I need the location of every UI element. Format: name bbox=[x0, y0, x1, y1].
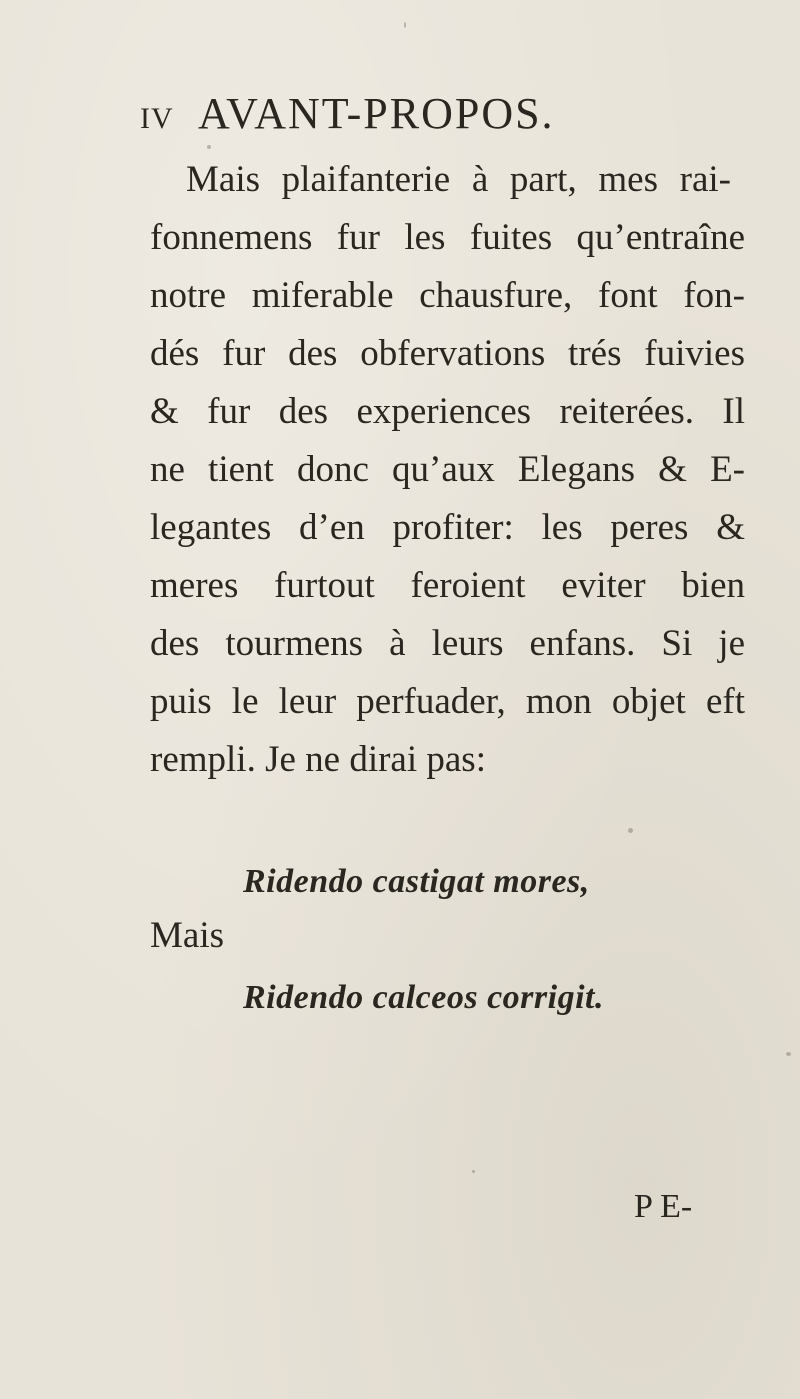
text-line: des tourmens à leurs enfans. Si je bbox=[150, 623, 745, 664]
latin-motto-parody: Ridendo calceos corrigit. bbox=[243, 979, 604, 1016]
catchword: P E- bbox=[634, 1188, 693, 1225]
text-line: puis le leur perfuader, mon objet eft bbox=[150, 681, 745, 722]
text-line: legantes d’en profiter: les peres & bbox=[150, 507, 745, 548]
text-line: notre miferable chausfure, font fon- bbox=[150, 275, 745, 316]
text-line: & fur des experiences reiterées. Il bbox=[150, 391, 745, 432]
paper-speck bbox=[404, 22, 406, 28]
page-number: IV bbox=[140, 102, 174, 135]
page-header bbox=[0, 78, 800, 138]
text-line: dés fur des obfervations trés fuivies bbox=[150, 333, 745, 374]
connector-word: Mais bbox=[150, 915, 224, 956]
paper-speck bbox=[786, 1052, 791, 1056]
text-line: rempli. Je ne dirai pas: bbox=[150, 739, 486, 780]
text-line: fonnemens fur les fuites qu’entraîne bbox=[150, 217, 745, 258]
latin-motto-original: Ridendo castigat mores, bbox=[243, 863, 590, 900]
running-title: AVANT-PROPOS. bbox=[198, 89, 555, 138]
paper-speck bbox=[628, 828, 633, 833]
paper-speck bbox=[472, 1170, 475, 1173]
text-line: meres furtout feroient eviter bien bbox=[150, 565, 745, 606]
text-line: Mais plaifanterie à part, mes rai- bbox=[186, 159, 731, 200]
paper-speck bbox=[207, 145, 211, 149]
text-line: ne tient donc qu’aux Elegans & E- bbox=[150, 449, 745, 490]
